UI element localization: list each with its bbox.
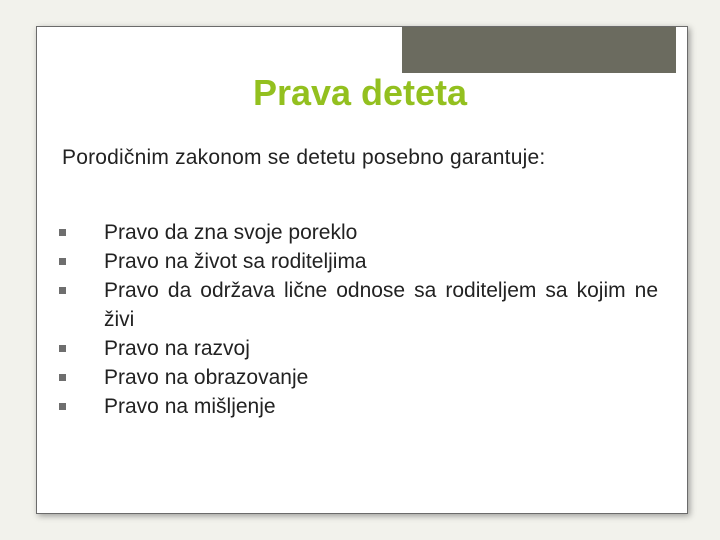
list-item: [58, 392, 658, 421]
decorative-tab: [398, 27, 680, 77]
list-item-text: Pravo na mišljenje: [104, 395, 276, 418]
rights-list: [58, 218, 658, 421]
list-item: [58, 218, 658, 247]
list-item-text: Pravo na razvoj: [104, 337, 250, 360]
slide-title: [0, 72, 720, 114]
list-item-text: Pravo na obrazovanje: [104, 366, 309, 389]
list-item: [58, 247, 658, 276]
list-item: [58, 334, 658, 363]
square-bullet-icon: [59, 345, 66, 352]
list-item-text: Pravo na život sa roditeljima: [104, 250, 367, 273]
list-item-text: Pravo da održava lične odnose sa roditeljem sa kojim ne živi: [104, 279, 658, 331]
list-item: [58, 363, 658, 392]
square-bullet-icon: [59, 229, 66, 236]
square-bullet-icon: [59, 287, 66, 294]
slide-title-text: Prava deteta: [252, 72, 468, 113]
list-item: [58, 276, 658, 334]
square-bullet-icon: [59, 374, 66, 381]
square-bullet-icon: [59, 403, 66, 410]
square-bullet-icon: [59, 258, 66, 265]
list-item-text: Pravo da zna svoje poreklo: [104, 221, 358, 244]
intro-text: Porodičnim zakonom se detetu posebno garantuje:: [62, 146, 546, 169]
